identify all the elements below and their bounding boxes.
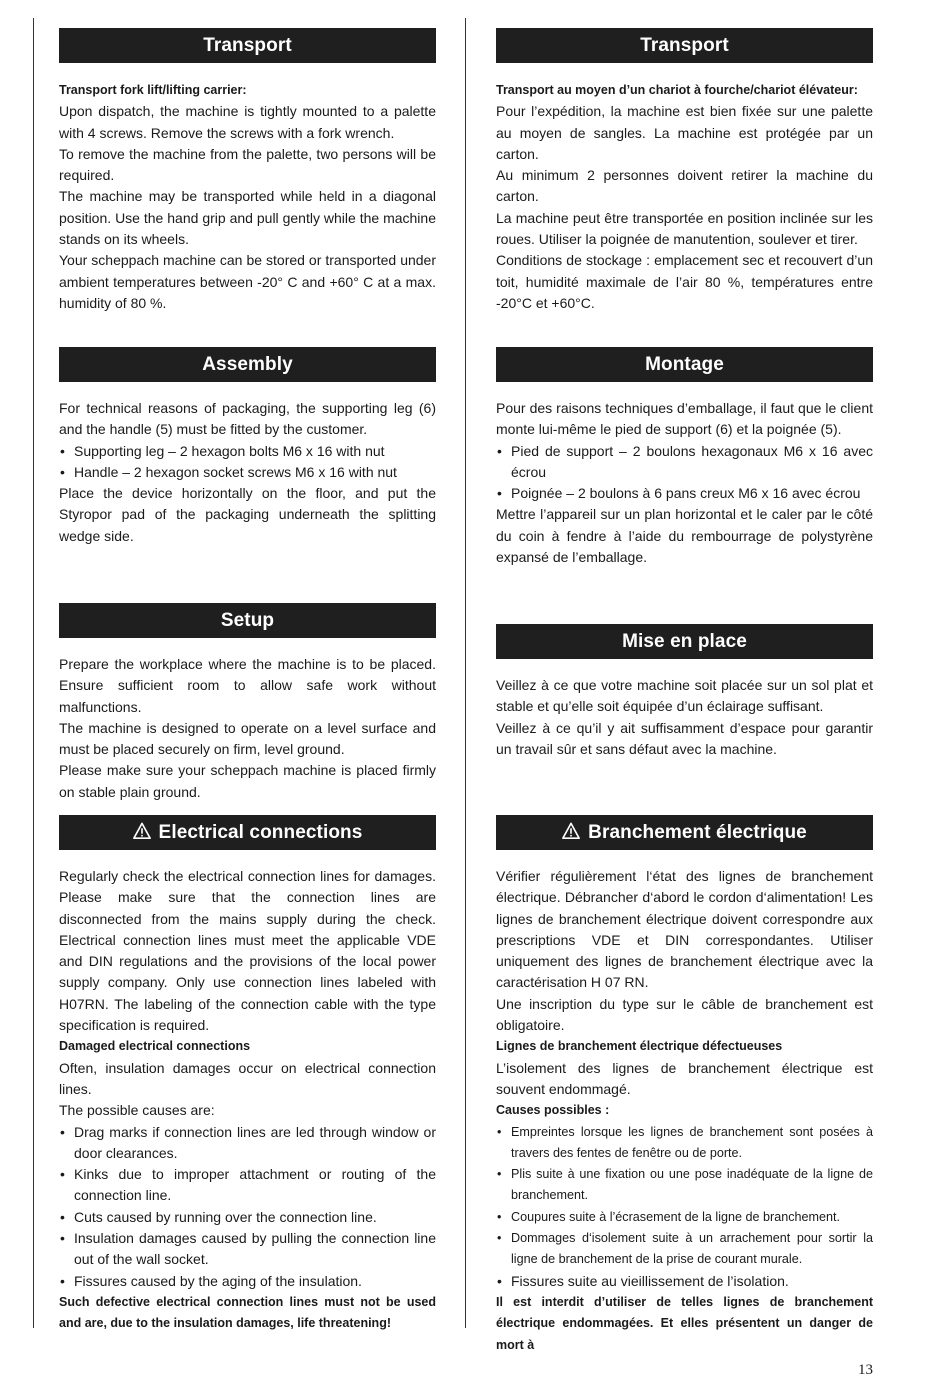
paragraph: Regularly check the electrical connection lines for damages. Please make sure that the connection lines are disconnected from the mains supply during the check. Electrical connection lines must meet the applicable VDE and DIN regulations and the provisions of the local power supply company. Only use connection lines labeled with H07RN. The labeling of the connection cable with the type specification is required. — [59, 868, 436, 1034]
list-item: • Plis suite à une fixation ou une pose inadéquate de la ligne de branchement. — [496, 1164, 873, 1207]
paragraph: Often, insulation damages occur on electrical connection lines. — [59, 1059, 436, 1097]
subheading: Causes possibles : — [496, 1103, 610, 1118]
montage-section-fr — [496, 347, 873, 568]
bullet-list — [496, 441, 873, 505]
section-heading: Assembly — [59, 347, 436, 382]
paragraph: Place the device horizontally on the floor, and put the Styropor pad of the packaging underneath the splitting wedge side. — [59, 485, 436, 544]
section-heading: Mise en place — [496, 624, 873, 659]
paragraph: Prepare the workplace where the machine is to be placed. Ensure sufficient room to allow safe work without malfunctions. — [59, 656, 436, 715]
left-margin-rule — [33, 18, 34, 1328]
subheading: Transport fork lift/lifting carrier: — [59, 83, 247, 97]
section-heading: Transport — [59, 28, 436, 63]
mise-en-place-section-fr — [496, 624, 873, 760]
assembly-section-en — [59, 347, 436, 547]
paragraph: Au minimum 2 personnes doivent retirer la machine du carton. — [496, 167, 873, 205]
section-heading: Setup — [59, 603, 436, 638]
list-item: • Kinks due to improper attachment or routing of the connection line. — [59, 1164, 436, 1207]
paragraph: Please make sure your scheppach machine is placed firmly on stable plain ground. — [59, 762, 436, 800]
paragraph: Upon dispatch, the machine is tightly mounted to a palette with 4 screws. Remove the screws with a fork wrench. — [59, 103, 436, 141]
section-heading — [496, 815, 873, 850]
section-heading — [59, 815, 436, 850]
paragraph: The machine is designed to operate on a level surface and must be placed securely on firm, level ground. — [59, 719, 436, 758]
list-item: • Coupures suite à l’écrasement de la ligne de branchement. — [496, 1207, 873, 1228]
paragraph: To remove the machine from the palette, two persons will be required. — [59, 145, 436, 184]
bullet-list — [59, 441, 436, 484]
warning-triangle-icon — [562, 822, 580, 840]
bullet-list — [496, 1122, 873, 1271]
list-item: • Pied de support – 2 boulons hexagonaux M6 x 16 avec écrou — [496, 441, 873, 484]
paragraph: Veillez à ce qu’il y ait suffisamment d’espace pour garantir un travail sûr et sans défaut avec la machine. — [496, 719, 873, 757]
transport-section-en — [59, 28, 436, 314]
transport-section-fr — [496, 28, 873, 314]
list-item: • Cuts caused by running over the connection line. — [59, 1207, 436, 1228]
paragraph: Conditions de stockage : emplacement sec et recouvert d’un toit, humidité maximale de l’air 80 %, températures entre -20°C et +60°C. — [496, 252, 873, 311]
list-item: • Handle – 2 hexagon socket screws M6 x 16 with nut — [59, 462, 436, 483]
center-divider-rule — [465, 18, 466, 1328]
list-item: • Fissures suite au vieillissement de l’isolation. — [496, 1271, 873, 1292]
paragraph: Veillez à ce que votre machine soit placée sur un sol plat et stable et qu’elle soit équipée d’un éclairage suffisant. — [496, 677, 873, 715]
list-item: • Dommages d‘isolement suite à un arrachement pour sortir la ligne de branchement de la prise de courant murale. — [496, 1228, 873, 1271]
warning-text: Such defective electrical connection lines must not be used and are, due to the insulation damages, life threatening! — [59, 1294, 436, 1331]
section-heading: Montage — [496, 347, 873, 382]
warning-triangle-icon — [133, 822, 151, 840]
paragraph: The machine may be transported while held in a diagonal position. Use the hand grip and pull gently while the machine stands on its wheels. — [59, 188, 436, 248]
paragraph: For technical reasons of packaging, the supporting leg (6) and the handle (5) must be fitted by the customer. — [59, 400, 436, 438]
list-item: • Supporting leg – 2 hexagon bolts M6 x 16 with nut — [59, 441, 436, 462]
list-item: • Empreintes lorsque les lignes de branchement sont posées à travers des fentes de fenêtre ou de porte. — [496, 1122, 873, 1165]
warning-text: Il est interdit d’utiliser de telles lignes de branchement électrique endommagées. Et elles présentent un danger de mort à — [496, 1294, 873, 1352]
subheading: Lignes de branchement électrique défectueuses — [496, 1039, 783, 1054]
paragraph: L’isolement des lignes de branchement électrique est souvent endommagé. — [496, 1059, 873, 1097]
paragraph: Mettre l’appareil sur un plan horizontal et le caler par le côté du coin à fendre à l’aide du rembourrage de polystyrène expansé de l’emballage. — [496, 506, 873, 566]
electrical-section-en — [59, 815, 436, 1335]
paragraph: La machine peut être transportée en position inclinée sur les roues. Utiliser la poignée de manutention, soulever et tirer. — [496, 209, 873, 248]
branchement-section-fr — [496, 815, 873, 1356]
list-item: • Drag marks if connection lines are led through window or door clearances. — [59, 1122, 436, 1165]
list-item: • Poignée – 2 boulons à 6 pans creux M6 x 16 avec écrou — [496, 483, 873, 504]
page-number: 13 — [858, 1362, 873, 1378]
bullet-list — [59, 1122, 436, 1292]
subheading: Damaged electrical connections — [59, 1039, 251, 1054]
paragraph: Pour l’expédition, la machine est bien fixée sur une palette au moyen de sangles. La machine est protégée par un carton. — [496, 103, 873, 162]
section-heading-text: Branchement électrique — [588, 822, 807, 843]
setup-section-en — [59, 603, 436, 803]
list-item: • Fissures caused by the aging of the insulation. — [59, 1271, 436, 1292]
bullet-list — [496, 1271, 873, 1292]
paragraph: Vérifier régulièrement l‘état des lignes de branchement électrique. Débrancher d‘abord le cordon d‘alimentation! Les lignes de branchement électrique doivent correspondre aux prescriptions VDE et DIN correspondantes. Utiliser uniquement des lignes de branchement électrique avec la caractérisation H 07 RN. — [496, 868, 873, 991]
paragraph: Une inscription du type sur le câble de branchement est obligatoire. — [496, 995, 873, 1034]
section-heading: Transport — [496, 28, 873, 63]
paragraph: The possible causes are: — [59, 1102, 215, 1119]
paragraph: Your scheppach machine can be stored or transported under ambient temperatures between -20° C and +60° C at a max. humidity of 80 %. — [59, 252, 436, 311]
paragraph: Pour des raisons techniques d’emballage, il faut que le client monte lui-même le pied de support (6) et la poignée (5). — [496, 400, 873, 438]
section-heading-text: Electrical connections — [158, 822, 363, 843]
list-item: • Insulation damages caused by pulling the connection line out of the wall socket. — [59, 1228, 436, 1271]
subheading: Transport au moyen d’un chariot à fourche/chariot élévateur: — [496, 83, 858, 97]
